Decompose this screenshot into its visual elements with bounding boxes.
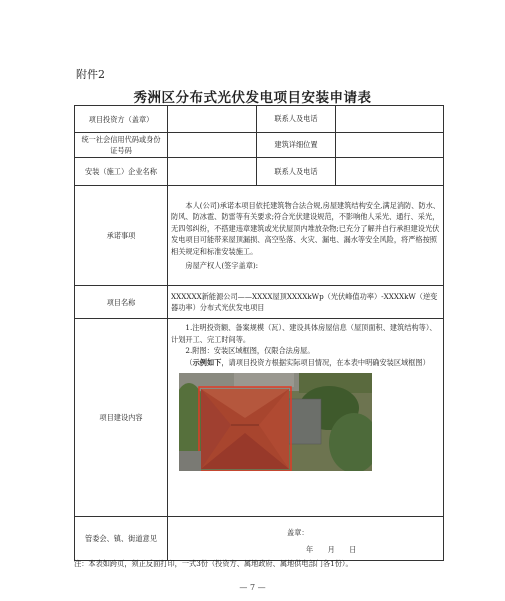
investor-label: 项目投资方（盖章） (75, 106, 168, 133)
pledge-text: 本人(公司)承诺本项目依托建筑物合法合规,房屋建筑结构安全,满足消防、防水、防风、防冰雹、防雷等有关要求;符合光伏建设规范，不影响他人采光、通行、采光，无四邻纠纷，不搭建违章建筑或光伏屋顶内堆放杂物;已充分了解并自行承担建设光伏发电项目可能带来屋顶漏损、高空坠落、火灾、漏电、漏水等安全风险，将严格按照相关规定和标准安装施工。 (171, 200, 440, 256)
opinion-cell (168, 517, 444, 561)
row-credit-code (75, 133, 444, 158)
contact-value-1[interactable] (336, 106, 444, 133)
location-label: 建筑详细位置 (257, 133, 336, 158)
owner-signature-line: 房屋产权人(签字盖章): (185, 261, 259, 270)
example-emphasis: 示例如下 (192, 357, 222, 367)
page-title: 秀洲区分布式光伏发电项目安装申请表 (133, 90, 372, 106)
page-number: — 7 — (239, 583, 266, 592)
application-form (74, 105, 444, 561)
contact-label-1: 联系人及电话 (257, 106, 336, 133)
aerial-photo-image (179, 373, 372, 471)
project-name-label: 项目名称 (75, 286, 168, 319)
contact-label-2: 联系人及电话 (257, 158, 336, 186)
content-label: 项目建设内容 (75, 319, 168, 517)
aerial-site-photo (179, 373, 372, 471)
location-value[interactable] (336, 133, 444, 158)
content-example-note: （示例如下，请项目投资方根据实际项目情况，在本表中明确安装区域框图） (185, 357, 430, 367)
investor-value[interactable] (168, 106, 257, 133)
content-item-3 (171, 357, 440, 369)
contact-value-2[interactable] (336, 158, 444, 186)
seal-label: 盖章： (287, 527, 309, 537)
pledge-label: 承诺事项 (75, 186, 168, 286)
content-cell (168, 319, 444, 517)
pledge-cell (168, 186, 444, 286)
credit-code-label: 统一社会信用代码或身份证号码 (75, 133, 168, 158)
row-pledge (75, 186, 444, 286)
row-content (75, 319, 444, 517)
row-installer (75, 158, 444, 186)
attachment-label: 附件2 (76, 68, 105, 81)
project-name-value: XXXXXX新能源公司——XXXX屋顶XXXXkWp（光伏峰值功率）-XXXXkW（逆变器功率）分布式光伏发电项目 (168, 286, 444, 319)
date-label: 年 月 日 (306, 544, 357, 554)
content-item-1: 1.注明投资额、备案规模（瓦）、建设具体房屋信息（屋顶面积、建筑结构等）、计划开工、完工时间等。 (171, 323, 437, 344)
credit-code-value[interactable] (168, 133, 257, 158)
footnote: 注：本表如跨页，须正反面打印，一式3份（投资方、属地政府、属地供电部门各1份）。 (74, 559, 353, 568)
row-project-name (75, 286, 444, 319)
installer-value[interactable] (168, 158, 257, 186)
row-opinion (75, 517, 444, 561)
opinion-label: 管委会、镇、街道意见 (75, 517, 168, 561)
row-investor (75, 106, 444, 133)
content-item-2: 2.附图：安装区域框图，仅限合法房屋。 (185, 346, 315, 355)
installer-label: 安装（施工）企业名称 (75, 158, 168, 186)
